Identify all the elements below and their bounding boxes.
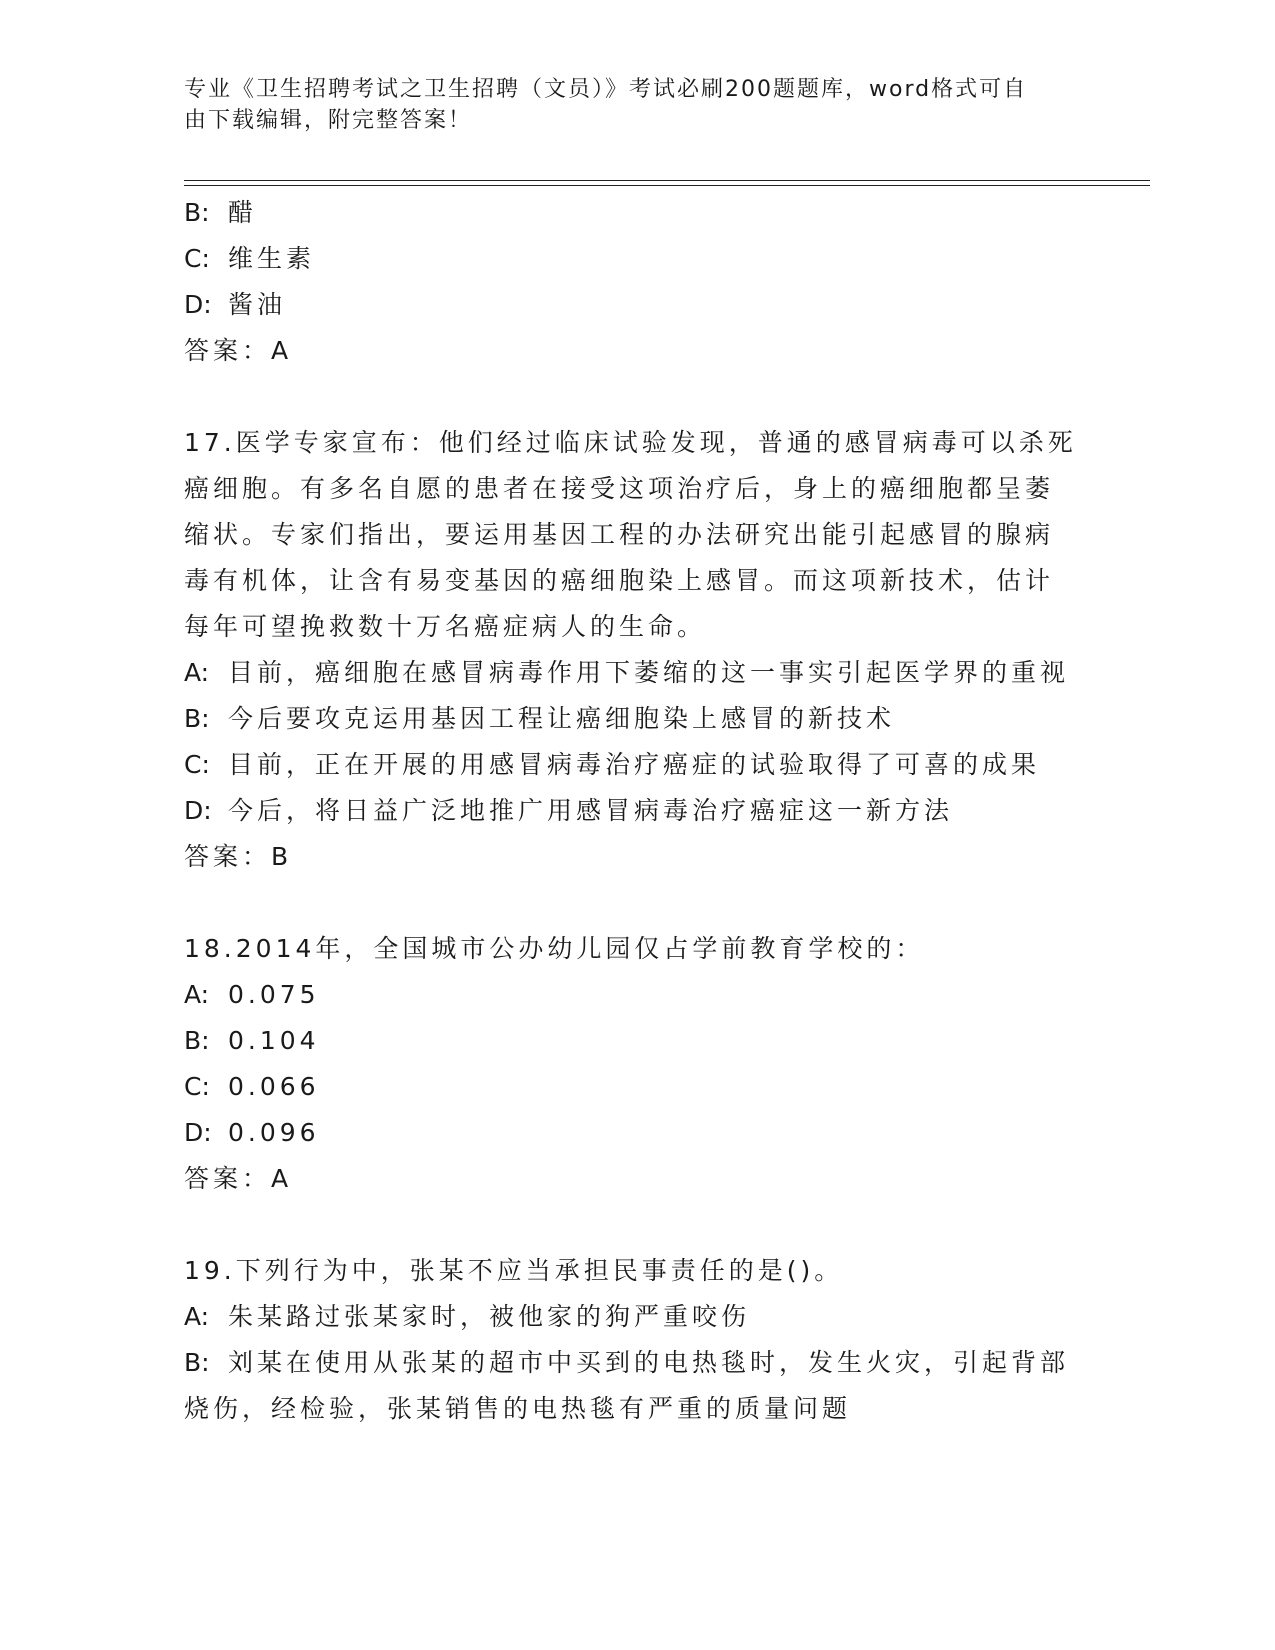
question-stem-line: 癌细胞。有多名自愿的患者在接受这项治疗后，身上的癌细胞都呈萎	[184, 474, 1055, 503]
option-d: D: 今后，将日益广泛地推广用感冒病毒治疗癌症这一新方法	[184, 796, 954, 825]
question-16-tail	[184, 190, 1104, 374]
question-stem-line: 毒有机体，让含有易变基因的癌细胞染上感冒。而这项新技术，估计	[184, 566, 1055, 595]
question-19	[184, 1248, 1104, 1432]
question-17	[184, 420, 1104, 880]
answer: 答案：A	[184, 336, 293, 365]
option-b: B: 今后要攻克运用基因工程让癌细胞染上感冒的新技术	[184, 704, 896, 733]
header-line-2: 由下载编辑，附完整答案！	[184, 108, 473, 133]
option-b-continuation: 烧伤，经检验，张某销售的电热毯有严重的质量问题	[184, 1394, 852, 1423]
question-stem-line: 19.下列行为中，张某不应当承担民事责任的是()。	[184, 1256, 844, 1285]
header-line-1: 专业《卫生招聘考试之卫生招聘（文员）》考试必刷200题题库，word格式可自	[184, 77, 1028, 102]
question-18	[184, 926, 1104, 1202]
option-d: D: 酱油	[184, 290, 287, 319]
document-body	[184, 190, 1104, 1432]
option-c: C: 目前，正在开展的用感冒病毒治疗癌症的试验取得了可喜的成果	[184, 750, 1041, 779]
question-stem-line: 18.2014年，全国城市公办幼儿园仅占学前教育学校的：	[184, 934, 925, 963]
option-a: A: 0.075	[184, 980, 320, 1009]
answer: 答案：B	[184, 842, 293, 871]
answer: 答案：A	[184, 1164, 293, 1193]
option-a: A: 目前，癌细胞在感冒病毒作用下萎缩的这一事实引起医学界的重视	[184, 658, 1070, 687]
option-b: B: 0.104	[184, 1026, 320, 1055]
option-a: A: 朱某路过张某家时，被他家的狗严重咬伤	[184, 1302, 751, 1331]
option-c: C: 维生素	[184, 244, 316, 273]
option-c: C: 0.066	[184, 1072, 320, 1101]
option-d: D: 0.096	[184, 1118, 320, 1147]
option-b: B: 刘某在使用从张某的超市中买到的电热毯时，发生火灾，引起背部	[184, 1348, 1070, 1377]
question-stem-line: 17.医学专家宣布：他们经过临床试验发现，普通的感冒病毒可以杀死	[184, 428, 1077, 457]
document-header	[184, 74, 1064, 136]
question-stem-line: 缩状。专家们指出，要运用基因工程的办法研究出能引起感冒的腺病	[184, 520, 1055, 549]
question-stem-line: 每年可望挽救数十万名癌症病人的生命。	[184, 612, 707, 641]
option-b: B: 醋	[184, 198, 258, 227]
header-divider-top	[184, 180, 1150, 181]
header-divider-bottom	[184, 185, 1150, 186]
